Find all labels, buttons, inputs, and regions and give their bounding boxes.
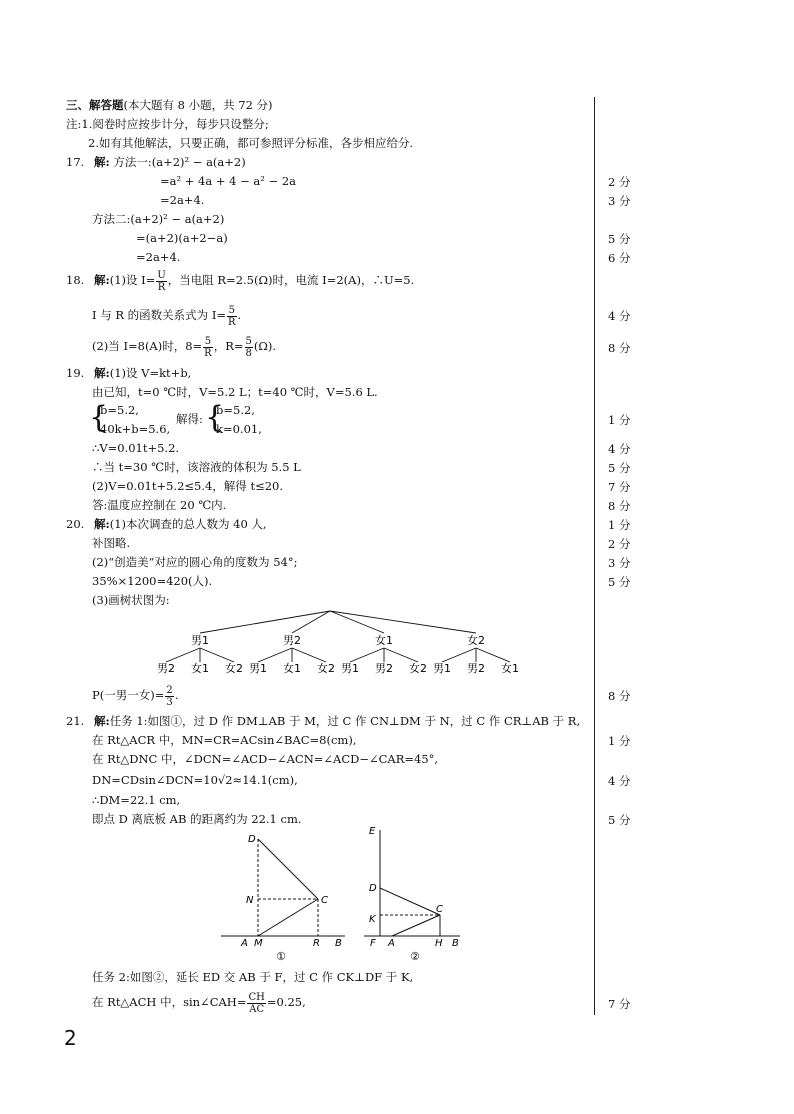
system-eq-2: 40k+b=5.6, — [100, 422, 171, 436]
q21-line-7: 任务 2:如图②，延长 ED 交 AB 于 F，过 C 作 CK⊥DF 于 K, — [92, 970, 414, 984]
q18-text-1a: (1)设 I= — [109, 273, 156, 287]
tree-leaf: 女2 — [317, 662, 335, 675]
q18-line-3: (2)当 I=8(A)时，8= $\frac{5}{R}$ ，R= $\frac{5}{8}$ (Ω). — [92, 335, 277, 359]
tree-branches — [166, 611, 510, 662]
fraction-5-over-r: $\frac{5}{R}$ — [204, 335, 212, 359]
q17-text-1: 方法一:(a+2)² − a(a+2) — [113, 155, 246, 169]
q21-line-4: DN=CDsin∠DCN=10√2≈14.1(cm), — [92, 773, 298, 787]
label-h: H — [435, 938, 443, 949]
q18-number: 18. — [66, 273, 85, 287]
q21-number: 21. — [66, 714, 85, 728]
label-d: D — [369, 883, 377, 894]
score-mark: 4 分 — [608, 774, 631, 788]
label-d: D — [248, 834, 256, 845]
tree-branch — [476, 648, 510, 662]
tree-leaf: 女1 — [283, 662, 301, 675]
q19-line-5: ∴当 t=30 ℃时，该溶液的体积为 5.5 L — [92, 460, 301, 474]
tree-leaf: 男2 — [157, 662, 175, 675]
tree-leaf: 男2 — [467, 662, 485, 675]
tree-node: 女1 — [375, 634, 393, 647]
section-note: (本大题有 8 小题，共 72 分) — [123, 98, 273, 112]
note-2: 2.如有其他解法，只要正确，都可参照评分标准，各步相应给分. — [88, 136, 414, 150]
score-column-divider — [594, 97, 595, 1015]
tree-leaf: 女2 — [409, 662, 427, 675]
q20-line-4: 35%×1200=420(人). — [92, 574, 213, 588]
tree-node: 女2 — [467, 634, 485, 647]
label-r: R — [313, 938, 320, 949]
q21-line-5: ∴DM=22.1 cm, — [92, 793, 181, 807]
q21-jie: 解: — [93, 714, 110, 728]
score-mark: 8 分 — [608, 341, 631, 355]
page-number: 2 — [64, 1026, 77, 1050]
label-f: F — [370, 938, 376, 949]
q21-line-3: 在 Rt△DNC 中，∠DCN=∠ACD−∠ACN=∠ACD−∠CAR=45°, — [92, 752, 439, 766]
tree-branch — [330, 611, 476, 633]
tree-leaf: 女1 — [501, 662, 519, 675]
q17-line-4: 方法二:(a+2)² − a(a+2) — [92, 212, 225, 226]
label-b: B — [452, 938, 459, 949]
score-mark: 8 分 — [608, 499, 631, 513]
tree-leaf: 男1 — [433, 662, 451, 675]
q17-line-6: =2a+4. — [136, 250, 181, 264]
q20-line-3: (2)“创造美”对应的圆心角的度数为 54°; — [92, 555, 298, 569]
left-brace: { — [89, 400, 109, 435]
q17-line-1 — [66, 155, 246, 169]
score-mark: 1 分 — [608, 518, 631, 532]
label-c: C — [321, 895, 328, 906]
q19-line-2: 由已知，t=0 ℃时，V=5.2 L；t=40 ℃时，V=5.6 L. — [92, 385, 378, 399]
tree-leaf: 女2 — [225, 662, 243, 675]
score-mark: 2 分 — [608, 175, 631, 189]
tree-diagram — [140, 608, 540, 678]
q20-line-5: (3)画树状图为: — [92, 593, 170, 607]
score-mark: 4 分 — [608, 309, 631, 323]
q20-line-1: 20. 解:(1)本次调查的总人数为 40 人, — [66, 517, 267, 531]
fraction-ch-over-ac: $\frac{CH}{AC}$ — [248, 991, 265, 1015]
tree-branch — [330, 611, 384, 633]
q17-number: 17. — [66, 155, 85, 169]
figure-1 — [215, 828, 355, 963]
note-1: 注:1.阅卷时应按步计分，每步只设整分; — [66, 117, 269, 131]
jiede-label: 解得: — [176, 412, 203, 426]
q19-line-7: 答:温度应控制在 20 ℃内. — [92, 498, 227, 512]
fraction-u-over-r: $\frac{U}{R}$ — [157, 269, 166, 293]
q21-line-6: 即点 D 离底板 AB 的距离约为 22.1 cm. — [92, 812, 302, 826]
q19-line-4: ∴V=0.01t+5.2. — [92, 441, 180, 455]
tree-branch — [384, 648, 418, 662]
tree-leaf: 男1 — [249, 662, 267, 675]
tree-level-1 — [191, 633, 485, 647]
tree-node: 男1 — [191, 634, 209, 647]
q18-line-1 — [66, 268, 414, 293]
tree-branch — [258, 648, 292, 662]
label-a: A — [388, 938, 395, 949]
score-mark: 5 分 — [608, 232, 631, 246]
score-mark: 1 分 — [608, 734, 631, 748]
tree-branch — [292, 648, 326, 662]
q19-number: 19. — [66, 366, 85, 380]
tree-branch — [442, 648, 476, 662]
solution-eq-2: k=0.01, — [216, 422, 262, 436]
score-mark: 4 分 — [608, 442, 631, 456]
q19-line-6: (2)V=0.01t+5.2≤5.4，解得 t≤20. — [92, 479, 284, 493]
segment-ac — [392, 915, 440, 936]
q18-jie: 解: — [93, 273, 110, 287]
q18-line-2: I 与 R 的函数关系式为 I= $\frac{5}{R}$ . — [92, 304, 242, 328]
q17-jie: 解: — [93, 155, 110, 169]
label-a: A — [241, 938, 248, 949]
q17-line-5: =(a+2)(a+2−a) — [136, 231, 228, 245]
tree-level-2 — [157, 661, 519, 675]
tree-node: 男2 — [283, 634, 301, 647]
q21-line-8: 在 Rt△ACH 中，sin∠CAH= $\frac{CH}{AC}$ =0.25, — [92, 991, 306, 1015]
q20-line-2: 补图略. — [92, 536, 131, 550]
tree-branch — [350, 648, 384, 662]
segment-dc — [258, 839, 318, 899]
score-mark: 1 分 — [608, 413, 631, 427]
tree-leaf: 女1 — [191, 662, 209, 675]
figure-2-caption: ② — [410, 950, 420, 963]
label-c: C — [436, 904, 443, 915]
q18-text-1b: ，当电阻 R=2.5(Ω)时，电流 I=2(A)，∴U=5. — [167, 273, 415, 287]
q20-number: 20. — [66, 517, 85, 531]
q17-line-2: =a² + 4a + 4 − a² − 2a — [160, 174, 297, 188]
tree-leaf: 男1 — [341, 662, 359, 675]
q17-line-3: =2a+4. — [160, 193, 205, 207]
label-b: B — [335, 938, 342, 949]
q19-line-1: 19. 解:(1)设 V=kt+b, — [66, 366, 192, 380]
left-brace: { — [205, 400, 225, 435]
fraction-5-over-r: $\frac{5}{R}$ — [228, 304, 236, 328]
section-header — [66, 98, 273, 112]
segment-dc — [380, 888, 440, 915]
tree-leaf: 男2 — [375, 662, 393, 675]
score-mark: 5 分 — [608, 575, 631, 589]
figure-2 — [360, 822, 470, 963]
section-title: 三、解答题 — [66, 98, 124, 112]
tree-branch — [166, 648, 200, 662]
score-mark: 5 分 — [608, 813, 631, 827]
score-mark: 8 分 — [608, 689, 631, 703]
label-e: E — [369, 826, 376, 837]
score-mark: 7 分 — [608, 997, 631, 1011]
fraction-2-over-3: $\frac{2}{3}$ — [166, 684, 173, 708]
tree-branch — [200, 648, 234, 662]
q21-line-2: 在 Rt△ACR 中，MN=CR=ACsin∠BAC=8(cm), — [92, 733, 357, 747]
solution-eq-1: b=5.2, — [216, 403, 255, 417]
system-eq-1: b=5.2, — [100, 403, 139, 417]
score-mark: 3 分 — [608, 194, 631, 208]
score-mark: 6 分 — [608, 251, 631, 265]
q20-jie: 解: — [93, 517, 110, 531]
score-mark: 3 分 — [608, 556, 631, 570]
label-k: K — [369, 914, 376, 925]
segment-ac — [258, 899, 318, 936]
score-mark: 7 分 — [608, 480, 631, 494]
label-m: M — [254, 938, 263, 949]
label-n: N — [246, 895, 254, 906]
q20-probability: P(一男一女)= $\frac{2}{3}$ . — [92, 684, 179, 708]
q21-line-1: 21. 解:任务 1:如图①，过 D 作 DM⊥AB 于 M，过 C 作 CN⊥DM 于 N，过 C 作 CR⊥AB 于 R, — [66, 714, 581, 728]
figure-1-caption: ① — [276, 950, 286, 963]
q19-jie: 解: — [93, 366, 110, 380]
score-mark: 5 分 — [608, 461, 631, 475]
score-mark: 2 分 — [608, 537, 631, 551]
fraction-5-over-8: $\frac{5}{8}$ — [245, 335, 252, 359]
